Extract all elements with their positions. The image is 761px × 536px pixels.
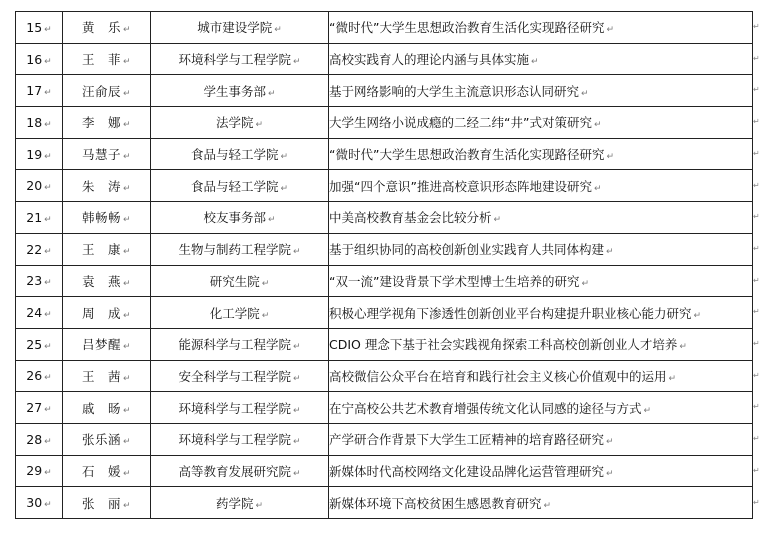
paragraph-mark-icon: ↵ xyxy=(531,57,539,68)
project-title-text: 加强“四个意识”推进高校意识形态阵地建设研究 xyxy=(329,178,592,194)
paragraph-mark-icon: ↵ xyxy=(44,310,52,321)
person-name-text: 王 菲 xyxy=(81,52,121,68)
paragraph-mark-icon: ↵ xyxy=(606,437,614,448)
table-row xyxy=(16,297,753,329)
project-title-text: 大学生网络小说成瘾的二经二纬“井”式对策研究 xyxy=(329,115,592,131)
table-row xyxy=(16,12,753,44)
paragraph-mark-icon: ↵ xyxy=(44,119,52,130)
paragraph-mark-icon: ↵ xyxy=(122,247,132,258)
project-title-text: 新媒体时代高校网络文化建设品牌化运营管理研究 xyxy=(329,463,605,479)
person-name-text: 黄 乐 xyxy=(81,20,121,36)
department-text: 化工学院 xyxy=(209,305,260,321)
paragraph-mark-icon: ↵ xyxy=(292,57,301,68)
paragraph-mark-icon: ↵ xyxy=(606,25,614,36)
project-title-cell xyxy=(329,233,753,265)
row-number-text: 16 xyxy=(26,51,43,67)
department-cell xyxy=(151,297,329,329)
project-title-text: 高校微信公众平台在培育和践行社会主义核心价值观中的运用 xyxy=(329,368,667,384)
table-row xyxy=(16,138,753,170)
person-name-text: 李 娜 xyxy=(81,115,121,131)
row-number-cell xyxy=(16,265,63,297)
project-title-text: 在宁高校公共艺术教育增强传统文化认同感的途径与方式 xyxy=(329,400,642,416)
paragraph-mark-icon: ↵ xyxy=(122,152,132,163)
row-number-text: 22 xyxy=(26,241,43,257)
paragraph-mark-icon: ↵ xyxy=(44,341,52,352)
row-number-text: 29 xyxy=(26,463,43,479)
project-title-cell xyxy=(329,43,753,75)
department-text: 食品与轻工学院 xyxy=(190,178,279,194)
person-name-text: 戚 旸 xyxy=(81,400,121,416)
person-name-text: 石 媛 xyxy=(81,463,121,479)
paragraph-mark-icon: ↵ xyxy=(122,500,132,511)
person-name-cell xyxy=(63,297,151,329)
paragraph-mark-icon: ↵ xyxy=(122,57,132,68)
project-title-text: CDIO 理念下基于社会实践视角探索工科高校创新创业人才培养 xyxy=(329,337,678,353)
row-end-mark-icon: ↵ xyxy=(753,402,760,412)
department-text: 环境科学与工程学院 xyxy=(178,432,291,448)
paragraph-mark-icon: ↵ xyxy=(280,152,289,163)
paragraph-mark-icon: ↵ xyxy=(280,183,289,194)
row-number-text: 26 xyxy=(26,368,43,384)
person-name-cell xyxy=(63,328,151,360)
row-number-text: 23 xyxy=(26,273,43,289)
row-number-cell xyxy=(16,75,63,107)
row-number-cell xyxy=(16,392,63,424)
paragraph-mark-icon: ↵ xyxy=(122,373,132,384)
person-name-cell xyxy=(63,423,151,455)
project-title-text: 新媒体环境下高校贫困生感恩教育研究 xyxy=(329,495,542,511)
department-text: 研究生院 xyxy=(209,273,260,289)
table-row xyxy=(16,233,753,265)
person-name-text: 朱 涛 xyxy=(81,178,121,194)
person-name-text: 张 丽 xyxy=(81,495,121,511)
person-name-text: 韩畅畅 xyxy=(81,210,121,226)
paragraph-mark-icon: ↵ xyxy=(44,56,52,67)
paragraph-mark-icon: ↵ xyxy=(44,24,52,35)
row-number-text: 20 xyxy=(26,178,43,194)
paragraph-mark-icon: ↵ xyxy=(606,152,614,163)
paragraph-mark-icon: ↵ xyxy=(292,437,301,448)
project-title-text: 基于网络影响的大学生主流意识形态认同研究 xyxy=(329,83,580,99)
row-number-cell xyxy=(16,202,63,234)
paragraph-mark-icon: ↵ xyxy=(44,405,52,416)
department-text: 食品与轻工学院 xyxy=(190,147,279,163)
person-name-cell xyxy=(63,265,151,297)
row-number-cell xyxy=(16,170,63,202)
row-number-cell xyxy=(16,360,63,392)
person-name-cell xyxy=(63,360,151,392)
department-cell xyxy=(151,233,329,265)
project-title-text: 高校实践育人的理论内涵与具体实施 xyxy=(329,52,530,68)
department-text: 环境科学与工程学院 xyxy=(178,52,291,68)
department-cell xyxy=(151,43,329,75)
row-end-mark-icon: ↵ xyxy=(753,148,760,158)
row-end-mark-icon: ↵ xyxy=(753,307,760,317)
person-name-cell xyxy=(63,12,151,44)
row-number-cell xyxy=(16,487,63,519)
project-title-cell xyxy=(329,455,753,487)
project-title-cell xyxy=(329,328,753,360)
paragraph-mark-icon: ↵ xyxy=(255,500,264,511)
paragraph-mark-icon: ↵ xyxy=(44,214,52,225)
department-cell xyxy=(151,360,329,392)
row-number-text: 15 xyxy=(26,19,43,35)
row-number-text: 18 xyxy=(26,114,43,130)
paragraph-mark-icon: ↵ xyxy=(122,310,132,321)
row-number-cell xyxy=(16,297,63,329)
department-cell xyxy=(151,265,329,297)
department-text: 环境科学与工程学院 xyxy=(178,400,291,416)
department-cell xyxy=(151,423,329,455)
department-text: 能源科学与工程学院 xyxy=(178,337,291,353)
person-name-text: 王 茜 xyxy=(81,368,121,384)
person-name-cell xyxy=(63,455,151,487)
person-name-cell xyxy=(63,75,151,107)
row-end-mark-icon: ↵ xyxy=(753,243,760,253)
row-number-text: 25 xyxy=(26,336,43,352)
paragraph-mark-icon: ↵ xyxy=(44,88,52,99)
paragraph-mark-icon: ↵ xyxy=(606,247,614,258)
paragraph-mark-icon: ↵ xyxy=(493,215,502,226)
project-title-text: “双一流”建设背景下学术型博士生培养的研究 xyxy=(329,273,580,289)
table-row xyxy=(16,360,753,392)
paragraph-mark-icon: ↵ xyxy=(581,278,589,289)
table-row xyxy=(16,75,753,107)
department-text: 生物与制药工程学院 xyxy=(178,242,291,258)
project-title-cell xyxy=(329,360,753,392)
paragraph-mark-icon: ↵ xyxy=(122,25,132,36)
project-title-cell xyxy=(329,202,753,234)
department-cell xyxy=(151,202,329,234)
project-title-cell xyxy=(329,170,753,202)
project-title-text: 中美高校教育基金会比较分析 xyxy=(329,210,492,226)
department-cell xyxy=(151,328,329,360)
row-number-cell xyxy=(16,12,63,44)
row-number-cell xyxy=(16,233,63,265)
paragraph-mark-icon: ↵ xyxy=(668,373,677,384)
person-name-cell xyxy=(63,170,151,202)
paragraph-mark-icon: ↵ xyxy=(292,247,301,258)
project-list-table xyxy=(15,11,753,519)
row-number-cell xyxy=(16,328,63,360)
table-body xyxy=(16,12,753,519)
paragraph-mark-icon: ↵ xyxy=(543,500,552,511)
department-cell xyxy=(151,487,329,519)
row-end-mark-icon: ↵ xyxy=(753,53,760,63)
row-end-mark-icon: ↵ xyxy=(753,117,760,127)
paragraph-mark-icon: ↵ xyxy=(122,342,132,353)
table-row xyxy=(16,265,753,297)
person-name-cell xyxy=(63,233,151,265)
paragraph-mark-icon: ↵ xyxy=(255,120,264,131)
project-title-text: 积极心理学视角下渗透性创新创业平台构建提升职业核心能力研究 xyxy=(329,305,692,321)
paragraph-mark-icon: ↵ xyxy=(679,342,687,353)
table-row xyxy=(16,328,753,360)
row-end-mark-icon: ↵ xyxy=(753,275,760,285)
department-text: 城市建设学院 xyxy=(197,20,273,36)
paragraph-mark-icon: ↵ xyxy=(292,342,301,353)
person-name-cell xyxy=(63,43,151,75)
paragraph-mark-icon: ↵ xyxy=(581,88,589,99)
department-cell xyxy=(151,107,329,139)
paragraph-mark-icon: ↵ xyxy=(44,183,52,194)
paragraph-mark-icon: ↵ xyxy=(44,468,52,479)
person-name-cell xyxy=(63,392,151,424)
row-number-cell xyxy=(16,43,63,75)
person-name-cell xyxy=(63,107,151,139)
paragraph-mark-icon: ↵ xyxy=(267,88,276,99)
row-number-text: 21 xyxy=(26,209,43,225)
person-name-text: 袁 燕 xyxy=(81,273,121,289)
table-row xyxy=(16,392,753,424)
paragraph-mark-icon: ↵ xyxy=(122,120,132,131)
department-text: 学生事务部 xyxy=(203,83,266,99)
paragraph-mark-icon: ↵ xyxy=(122,183,132,194)
row-end-mark-icon: ↵ xyxy=(753,434,760,444)
project-title-cell xyxy=(329,138,753,170)
department-text: 药学院 xyxy=(215,495,254,511)
project-title-cell xyxy=(329,297,753,329)
row-end-mark-icon: ↵ xyxy=(753,212,760,222)
person-name-text: 吕梦醒 xyxy=(81,337,121,353)
project-title-cell xyxy=(329,75,753,107)
row-end-mark-icon: ↵ xyxy=(753,85,760,95)
department-text: 法学院 xyxy=(215,115,254,131)
row-number-text: 28 xyxy=(26,431,43,447)
project-title-cell xyxy=(329,487,753,519)
paragraph-mark-icon: ↵ xyxy=(122,468,132,479)
department-cell xyxy=(151,455,329,487)
table-row xyxy=(16,423,753,455)
person-name-cell xyxy=(63,487,151,519)
row-number-cell xyxy=(16,107,63,139)
paragraph-mark-icon: ↵ xyxy=(292,468,301,479)
paragraph-mark-icon: ↵ xyxy=(261,278,270,289)
project-title-cell xyxy=(329,265,753,297)
department-text: 安全科学与工程学院 xyxy=(178,368,291,384)
paragraph-mark-icon: ↵ xyxy=(593,120,602,131)
row-number-text: 17 xyxy=(26,83,43,99)
paragraph-mark-icon: ↵ xyxy=(261,310,270,321)
paragraph-mark-icon: ↵ xyxy=(122,405,132,416)
project-title-cell xyxy=(329,12,753,44)
project-title-text: “微时代”大学生思想政治教育生活化实现路径研究 xyxy=(329,20,605,36)
department-cell xyxy=(151,138,329,170)
row-number-text: 24 xyxy=(26,305,43,321)
paragraph-mark-icon: ↵ xyxy=(267,215,276,226)
row-number-cell xyxy=(16,423,63,455)
paragraph-mark-icon: ↵ xyxy=(44,246,52,257)
row-end-mark-icon: ↵ xyxy=(753,339,760,348)
person-name-cell xyxy=(63,202,151,234)
paragraph-mark-icon: ↵ xyxy=(122,215,132,226)
paragraph-mark-icon: ↵ xyxy=(606,468,614,479)
row-number-text: 19 xyxy=(26,146,43,162)
paragraph-mark-icon: ↵ xyxy=(44,500,52,511)
project-title-text: 基于组织协同的高校创新创业实践育人共同体构建 xyxy=(329,242,605,258)
department-cell xyxy=(151,170,329,202)
paragraph-mark-icon: ↵ xyxy=(44,373,52,384)
person-name-text: 张乐涵 xyxy=(81,432,121,448)
paragraph-mark-icon: ↵ xyxy=(292,405,301,416)
paragraph-mark-icon: ↵ xyxy=(44,436,52,447)
project-title-cell xyxy=(329,107,753,139)
row-number-text: 30 xyxy=(26,495,43,511)
paragraph-mark-icon: ↵ xyxy=(274,25,282,36)
paragraph-mark-icon: ↵ xyxy=(593,183,602,194)
project-title-text: “微时代”大学生思想政治教育生活化实现路径研究 xyxy=(329,147,605,163)
row-end-mark-icon: ↵ xyxy=(753,180,760,190)
person-name-text: 王 康 xyxy=(81,242,121,258)
row-end-mark-icon: ↵ xyxy=(753,497,760,507)
person-name-cell xyxy=(63,138,151,170)
department-cell xyxy=(151,12,329,44)
table-row xyxy=(16,107,753,139)
person-name-text: 汪俞辰 xyxy=(81,83,121,99)
department-cell xyxy=(151,75,329,107)
table-row xyxy=(16,487,753,519)
person-name-text: 马慧子 xyxy=(81,147,121,163)
row-number-text: 27 xyxy=(26,400,43,416)
project-title-text: 产学研合作背景下大学生工匠精神的培育路径研究 xyxy=(329,432,605,448)
paragraph-mark-icon: ↵ xyxy=(693,310,702,321)
row-end-mark-icon: ↵ xyxy=(753,22,760,31)
person-name-text: 周 成 xyxy=(81,305,121,321)
table-row xyxy=(16,455,753,487)
department-text: 高等教育发展研究院 xyxy=(178,463,291,479)
row-end-mark-icon: ↵ xyxy=(753,465,760,475)
table-row xyxy=(16,43,753,75)
paragraph-mark-icon: ↵ xyxy=(643,405,652,416)
row-number-cell xyxy=(16,455,63,487)
paragraph-mark-icon: ↵ xyxy=(122,88,132,99)
department-cell xyxy=(151,392,329,424)
row-number-cell xyxy=(16,138,63,170)
table-row xyxy=(16,202,753,234)
paragraph-mark-icon: ↵ xyxy=(292,373,301,384)
department-text: 校友事务部 xyxy=(203,210,266,226)
table-row xyxy=(16,170,753,202)
paragraph-mark-icon: ↵ xyxy=(44,151,52,162)
project-title-cell xyxy=(329,392,753,424)
paragraph-mark-icon: ↵ xyxy=(44,278,52,289)
project-title-cell xyxy=(329,423,753,455)
paragraph-mark-icon: ↵ xyxy=(122,437,132,448)
paragraph-mark-icon: ↵ xyxy=(122,278,132,289)
row-end-mark-icon: ↵ xyxy=(753,370,760,380)
